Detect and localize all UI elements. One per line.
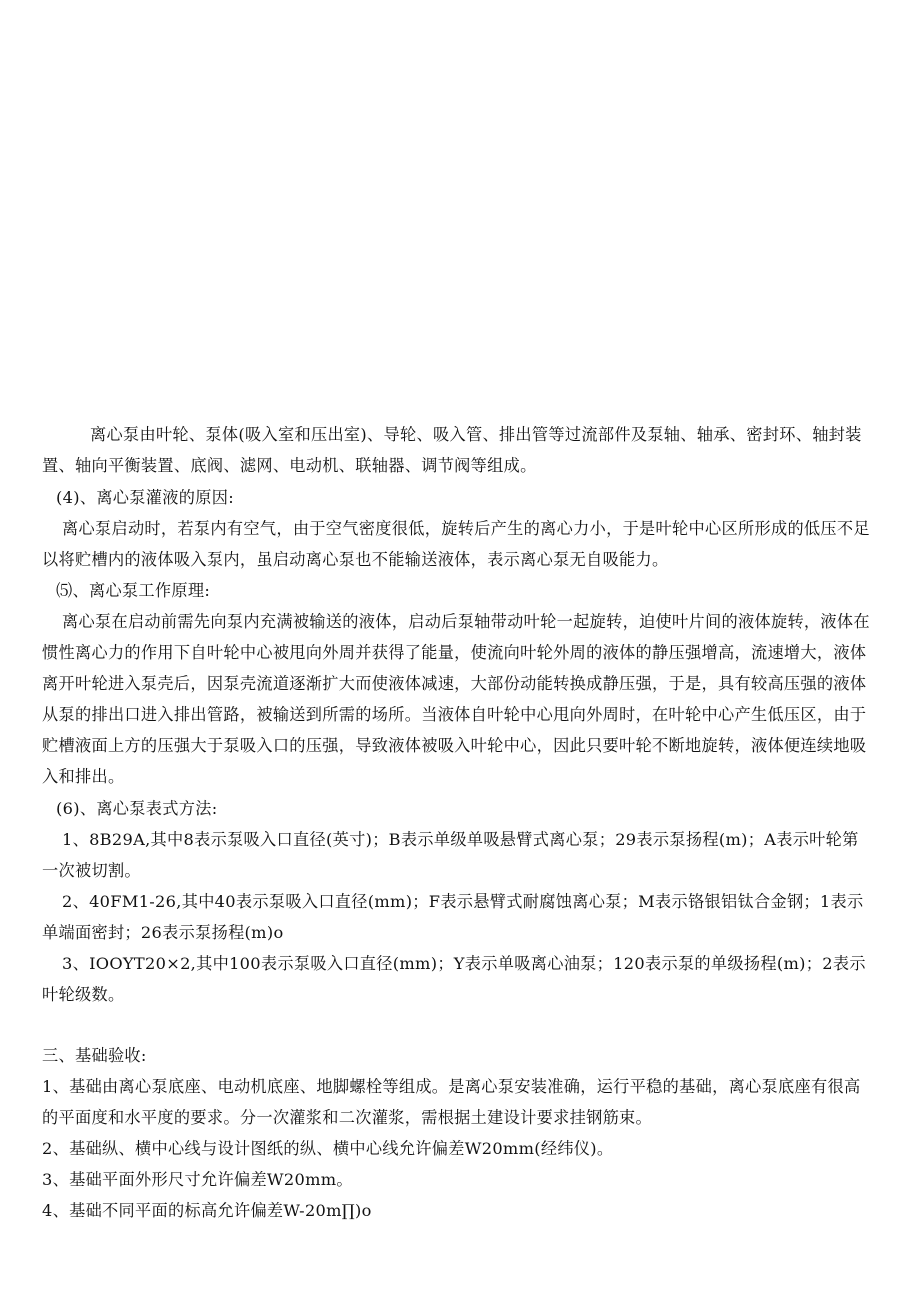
heading-working-principle: ⑸、离心泵工作原理: bbox=[56, 581, 211, 600]
paragraph-pump-components: 离心泵由叶轮、泵体(吸入室和压出室)、导轮、吸入管、排出管等过流部件及泵轴、轴承、密封环、轴封装置、轴向平衡装置、底阀、滤网、电动机、联轴器、调节阀等组成。 bbox=[42, 425, 862, 475]
notation-example-3: 3、IOOYT20×2,其中100表示泵吸入口直径(mm)；Y表示单吸离心油泵；120表示泵的单级扬程(m)；2表示叶轮级数。 bbox=[42, 954, 866, 1004]
foundation-item-3: 3、基础平面外形尺寸允许偏差W20mm。 bbox=[42, 1170, 353, 1189]
paragraph-priming-reason: 离心泵启动时，若泵内有空气，由于空气密度很低，旋转后产生的离心力小，于是叶轮中心区所形成的低压不足以将贮槽内的液体吸入泵内，虽启动离心泵也不能输送液体，表示离心泵无自吸能力。 bbox=[42, 519, 870, 569]
heading-foundation-acceptance: 三、基础验收: bbox=[42, 1046, 147, 1065]
heading-priming-reason: (4)、离心泵灌液的原因: bbox=[56, 488, 234, 507]
paragraph-working-principle: 离心泵在启动前需先向泵内充满被输送的液体，启动后泵轴带动叶轮一起旋转，迫使叶片间的液体旋转，液体在惯性离心力的作用下自叶轮中心被甩向外周并获得了能量，使流向叶轮外周的液体的静压强增高，流速增大，液体离开叶轮进入泵壳后，因泵壳流道逐渐扩大而使液体减速，大部份动能转换成静压强，于是，具有较高压强的液体从泵的排出口进入排出管路，被输送到所需的场所。当液体自叶轮中心甩向外周时，在叶轮中心产生低压区，由于贮槽液面上方的压强大于泵吸入口的压强，导致液体被吸入叶轮中心，因此只要叶轮不断地旋转，液体便连续地吸入和排出。 bbox=[42, 612, 870, 786]
heading-notation-method: (6)、离心泵表式方法: bbox=[56, 799, 218, 818]
foundation-item-2: 2、基础纵、横中心线与设计图纸的纵、横中心线允许偏差W20mm(经纬仪)。 bbox=[42, 1139, 614, 1158]
notation-example-2: 2、40FM1-26,其中40表示泵吸入口直径(mm)；F表示悬臂式耐腐蚀离心泵；M表示铬银铝钛合金钢；1表示单端面密封；26表示泵扬程(m)o bbox=[42, 892, 864, 942]
foundation-item-1: 1、基础由离心泵底座、电动机底座、地脚螺栓等组成。是离心泵安装准确，运行平稳的基础，离心泵底座有很高的平面度和水平度的要求。分一次灌浆和二次灌浆，需根据土建设计要求挂钢筋束。 bbox=[42, 1077, 861, 1127]
foundation-item-4: 4、基础不同平面的标高允许偏差W-20m∏)o bbox=[42, 1201, 372, 1220]
notation-example-1: 1、8B29A,其中8表示泵吸入口直径(英寸)；B表示单级单吸悬臂式离心泵；29表示泵扬程(m)；A表示叶轮第一次被切割。 bbox=[42, 830, 859, 880]
